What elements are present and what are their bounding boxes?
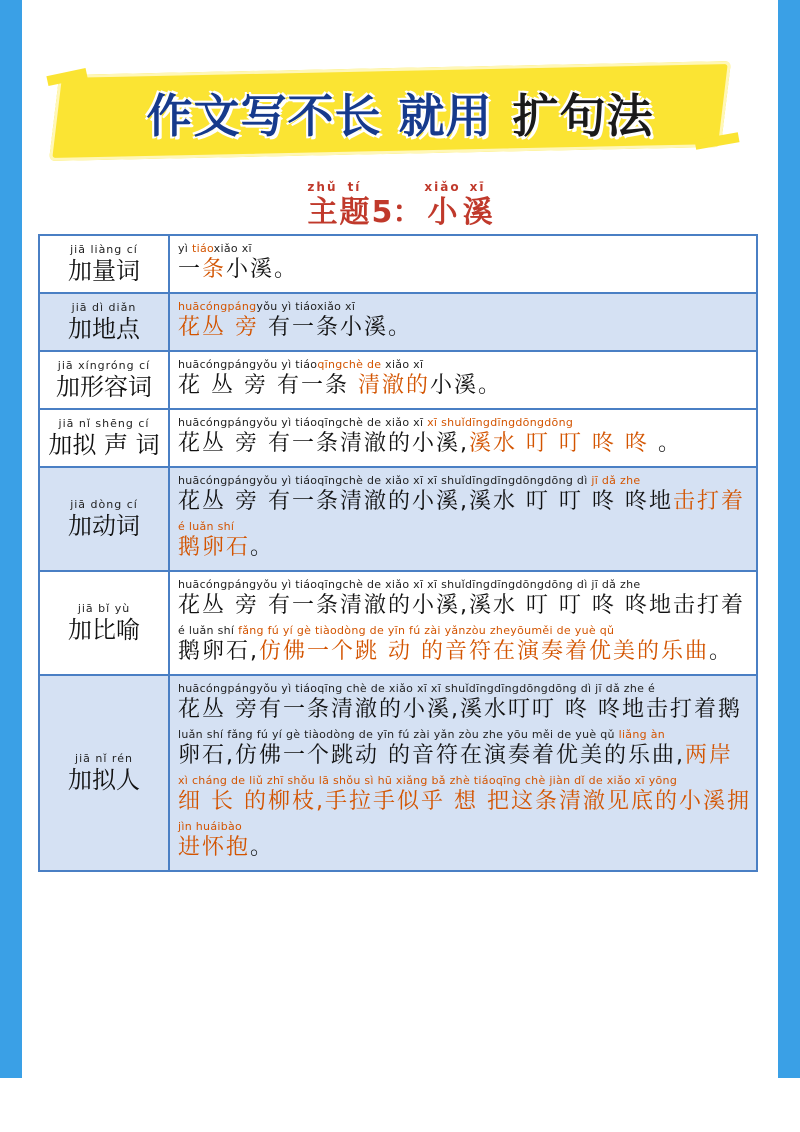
pinyin-line [178, 242, 748, 256]
pinyin-segment: huācóngpángyǒu yì tiáoqīng chè de xiǎo xī xī shuǐdīngdīngdōngdōng dì jī dǎ zhe é [178, 682, 656, 695]
hanzi-segment: 仿佛一个跳 动 的音符在演奏着优美的乐曲 [259, 639, 709, 664]
sentence-line [178, 300, 748, 342]
pinyin-segment: xì cháng de liǔ zhī shǒu lā shǒu sì hū xiǎng bǎ zhè tiáoqīng chè jiàn dǐ de xiǎo xī yōng [178, 774, 678, 787]
row-label: 加拟 声 词 [48, 430, 160, 459]
left-frame-bar [0, 0, 22, 1078]
row-sentence-cell [169, 675, 757, 871]
pinyin-line [178, 300, 748, 314]
hanzi-segment: 细 长 的柳枝,手拉手似乎 想 把这条清澈见底的小溪拥 [178, 789, 751, 814]
pinyin-segment: huācóngpángyǒu yì tiáo [178, 358, 318, 371]
pinyin-line [178, 520, 748, 534]
pinyin-line [178, 358, 748, 372]
hanzi-line [178, 742, 748, 770]
pinyin-line [178, 682, 748, 696]
sentence-line [178, 358, 748, 400]
sentence-line [178, 624, 748, 666]
hanzi-line [178, 488, 748, 516]
row-label-pinyin: jiā nǐ rén [75, 751, 133, 765]
theme-char-pinyin: xī [469, 180, 486, 194]
pinyin-segment: luǎn shí fǎng fú yí gè tiàodòng de yīn fú zài yǎn zòu zhe yōu měi de yuè qǔ [178, 728, 619, 741]
pinyin-segment: liǎng àn [618, 728, 666, 741]
hanzi-line [178, 372, 748, 400]
sentence-line [178, 774, 751, 816]
row-sentence-cell [169, 351, 757, 409]
pinyin-segment: jī dǎ zhe [591, 474, 641, 487]
title-banner [55, 58, 745, 168]
pinyin-segment: xī shuǐdīngdīngdōngdōng [427, 416, 574, 429]
pinyin-segment: fǎng fú yí gè tiàodòng de yīn fú zài yǎnzòu zheyōuměi de yuè qǔ [238, 624, 615, 637]
right-frame-bar [778, 0, 800, 1078]
hanzi-segment: 条 [202, 257, 227, 282]
hanzi-segment: 有一条小溪。 [259, 315, 412, 340]
hanzi-segment: 。 [250, 535, 275, 560]
sentence-line [178, 242, 748, 284]
pinyin-segment: huācóngpángyǒu yì tiáoqīngchè de xiǎo xī xī shuǐdīngdīngdōngdōng dì [178, 474, 592, 487]
row-label-cell [39, 293, 169, 351]
pinyin-segment: huācóngpángyǒu yì tiáoqīngchè de xiǎo xī [178, 416, 428, 429]
row-label-cell [39, 351, 169, 409]
hanzi-segment: 花丛 旁 有一条清澈的小溪,溪水 叮 叮 咚 咚地击打着 [178, 593, 745, 618]
row-sentence-cell [169, 409, 757, 467]
hanzi-segment: 卵石,仿佛一个跳动 的音符在演奏着优美的乐曲, [178, 743, 685, 768]
theme-heading [0, 176, 800, 231]
hanzi-line [178, 696, 748, 724]
row-label: 加动词 [68, 511, 140, 540]
row-label-pinyin: jiā dòng cí [70, 497, 138, 511]
row-label: 加形容词 [56, 372, 152, 401]
table-row [39, 467, 757, 571]
pinyin-segment: é luǎn shí [178, 624, 239, 637]
sentence-line [178, 820, 748, 862]
pinyin-segment: xiǎo xī [381, 358, 424, 371]
theme-char-pinyin: xiǎo [424, 180, 461, 194]
banner-title-part-b: 扩句法 [512, 89, 654, 143]
theme-char [372, 180, 423, 231]
pinyin-line [178, 820, 748, 834]
pinyin-segment: é luǎn shí [178, 520, 235, 533]
pinyin-line [178, 578, 748, 592]
pinyin-segment: yì [178, 242, 192, 255]
hanzi-segment: 溪水 叮 叮 咚 咚 [468, 431, 649, 456]
pinyin-line [178, 416, 748, 430]
row-label-pinyin: jiā xíngróng cí [57, 358, 151, 372]
hanzi-segment: 。 [648, 431, 682, 456]
row-sentence-cell [169, 571, 757, 675]
hanzi-segment: 。 [250, 835, 275, 860]
hanzi-segment: 小溪。 [430, 373, 503, 398]
theme-char [463, 180, 493, 231]
sentence-line [178, 474, 748, 516]
sentence-line [178, 578, 748, 620]
theme-char-hanzi: 题 [339, 195, 370, 230]
row-sentence-cell [169, 235, 757, 293]
hanzi-segment: 一 [178, 257, 203, 282]
table-row [39, 675, 757, 871]
row-label-cell [39, 409, 169, 467]
sentence-line [178, 682, 748, 724]
hanzi-segment: 两岸 [684, 743, 733, 768]
hanzi-segment: 花丛 旁 有一条清澈的小溪, [178, 431, 469, 456]
sentence-line [178, 520, 748, 562]
theme-char [340, 180, 370, 231]
theme-char [424, 180, 460, 231]
pinyin-segment: qīngchè de [317, 358, 382, 371]
theme-char-hanzi: 小 [427, 195, 458, 230]
theme-char-hanzi: 5： [371, 195, 423, 230]
hanzi-segment: 花丛 旁 [178, 315, 259, 340]
table-row [39, 571, 757, 675]
expansion-table [38, 234, 758, 872]
theme-char-pinyin: zhǔ [307, 180, 338, 194]
pinyin-segment: huācóngpáng [178, 300, 257, 313]
row-label: 加比喻 [68, 615, 140, 644]
table-row [39, 351, 757, 409]
hanzi-segment: 进怀抱 [178, 835, 251, 860]
hanzi-line [178, 834, 748, 862]
hanzi-segment: 鹅卵石, [178, 639, 259, 664]
hanzi-line [178, 430, 748, 458]
pinyin-line [178, 474, 748, 488]
table-row [39, 409, 757, 467]
row-label-cell [39, 675, 169, 871]
hanzi-line [178, 592, 748, 620]
row-label-pinyin: jiā bǐ yù [77, 601, 131, 615]
hanzi-line [178, 314, 748, 342]
row-label-cell [39, 571, 169, 675]
hanzi-segment: 清澈的 [357, 373, 430, 398]
table-row [39, 293, 757, 351]
theme-char-pinyin: tí [347, 180, 362, 194]
sentence-line [178, 728, 748, 770]
hanzi-line [178, 256, 748, 284]
row-label: 加拟人 [68, 765, 140, 794]
row-label-pinyin: jiā liàng cí [70, 242, 138, 256]
theme-char [307, 180, 337, 231]
hanzi-segment: 击打着 [672, 489, 745, 514]
row-sentence-cell [169, 467, 757, 571]
pinyin-segment: tiáo [191, 242, 214, 255]
hanzi-segment: 小溪。 [226, 257, 299, 282]
hanzi-segment: 花 丛 旁 有一条 [178, 373, 358, 398]
banner-title [55, 80, 745, 146]
pinyin-segment: jìn huáibào [178, 820, 243, 833]
pinyin-segment: huācóngpángyǒu yì tiáoqīngchè de xiǎo xī xī shuǐdīngdīngdōngdōng dì jī dǎ zhe [178, 578, 641, 591]
row-label: 加地点 [68, 314, 140, 343]
row-label: 加量词 [68, 256, 140, 285]
pinyin-line [178, 728, 748, 742]
pinyin-line [178, 774, 748, 788]
table-row [39, 235, 757, 293]
pinyin-line [178, 624, 748, 638]
theme-char-hanzi: 主 [307, 195, 338, 230]
hanzi-segment: 花丛 旁有一条清澈的小溪,溪水叮叮 咚 咚地击打着鹅 [178, 697, 742, 722]
row-label-pinyin: jiā nǐ shēng cí [58, 416, 150, 430]
hanzi-segment: 花丛 旁 有一条清澈的小溪,溪水 叮 叮 咚 咚地 [178, 489, 673, 514]
hanzi-segment: 。 [709, 639, 734, 664]
hanzi-line [178, 534, 748, 562]
hanzi-line [178, 788, 751, 816]
sentence-line [178, 416, 748, 458]
pinyin-segment: yǒu yì tiáoxiǎo xī [256, 300, 356, 313]
row-label-cell [39, 467, 169, 571]
row-sentence-cell [169, 293, 757, 351]
row-label-cell [39, 235, 169, 293]
banner-title-part-a: 作文写不长 就用 [146, 89, 493, 143]
row-label-pinyin: jiā dì diǎn [71, 300, 137, 314]
theme-char-hanzi: 溪 [462, 195, 493, 230]
hanzi-line [178, 638, 748, 666]
hanzi-segment: 鹅卵石 [178, 535, 251, 560]
pinyin-segment: xiǎo xī [213, 242, 252, 255]
